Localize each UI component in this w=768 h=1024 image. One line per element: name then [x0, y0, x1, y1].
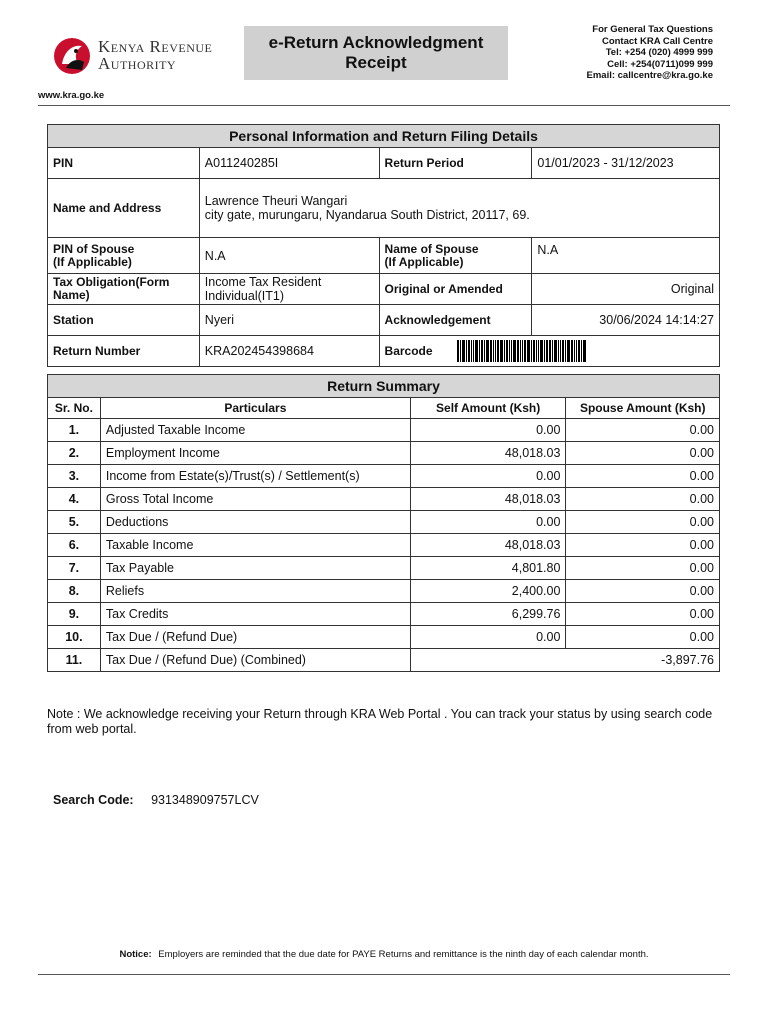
pin-label: PIN — [48, 148, 200, 179]
document-title: e-Return Acknowledgment Receipt — [244, 26, 508, 80]
row-spouse-amount: 0.00 — [566, 603, 720, 626]
table-row — [48, 557, 720, 580]
station-label: Station — [48, 305, 200, 336]
row-particular: Taxable Income — [100, 534, 410, 557]
spouse-name-label: Name of Spouse (If Applicable) — [379, 238, 532, 274]
original-label: Original or Amended — [379, 274, 532, 305]
row-no: 10. — [48, 626, 101, 649]
row-self-amount: 4,801.80 — [410, 557, 566, 580]
address-value: city gate, murungaru, Nyandarua South District, 20117, 69. — [204, 208, 530, 222]
row-particular: Reliefs — [100, 580, 410, 603]
return-number-value: KRA202454398684 — [199, 336, 379, 367]
row-spouse-amount: 0.00 — [566, 534, 720, 557]
table-row — [48, 511, 720, 534]
row-self-amount: 0.00 — [410, 626, 566, 649]
notice-text: Employers are reminded that the due date for PAYE Returns and remittance is the ninth day of each calendar month. — [158, 949, 649, 960]
row-no: 5. — [48, 511, 101, 534]
row-self-amount: 2,400.00 — [410, 580, 566, 603]
return-summary-table — [47, 374, 720, 672]
search-code-label: Search Code: — [53, 793, 134, 807]
row-no: 3. — [48, 465, 101, 488]
spouse-pin-value: N.A — [199, 238, 379, 274]
row-particular: Tax Payable — [100, 557, 410, 580]
obligation-value: Income Tax Resident Individual(IT1) — [199, 274, 379, 305]
ack-label: Acknowledgement — [379, 305, 532, 336]
table-row — [48, 419, 720, 442]
website-link[interactable]: www.kra.go.ke — [38, 90, 105, 101]
row-no: 2. — [48, 442, 101, 465]
row-particular: Income from Estate(s)/Trust(s) / Settlement(s) — [100, 465, 410, 488]
row-spouse-amount: 0.00 — [566, 465, 720, 488]
row-spouse-amount: 0.00 — [566, 626, 720, 649]
search-code-value: 931348909757LCV — [151, 793, 259, 807]
table-row — [48, 580, 720, 603]
header-divider — [38, 105, 730, 106]
row-particular: Tax Credits — [100, 603, 410, 626]
table-row — [48, 603, 720, 626]
spouse-pin-label: PIN of Spouse (If Applicable) — [48, 238, 200, 274]
notice-label: Notice: — [119, 949, 152, 960]
row-self-amount: 6,299.76 — [410, 603, 566, 626]
table-row — [48, 465, 720, 488]
row-no: 9. — [48, 603, 101, 626]
name-address-value — [199, 179, 719, 238]
section-heading: Personal Information and Return Filing Details — [48, 125, 720, 148]
row-spouse-amount: 0.00 — [566, 557, 720, 580]
row-self-amount: 0.00 — [410, 465, 566, 488]
name-value: Lawrence Theuri Wangari — [204, 194, 348, 208]
row-no: 1. — [48, 419, 101, 442]
name-label: Name and Address — [48, 179, 200, 238]
notice — [0, 949, 768, 960]
row-spouse-amount: 0.00 — [566, 419, 720, 442]
row-particular: Employment Income — [100, 442, 410, 465]
row-no: 8. — [48, 580, 101, 603]
acknowledgement-note: Note : We acknowledge receiving your Return through KRA Web Portal . You can track your status by using search code from web portal. — [47, 707, 713, 736]
lion-logo-icon — [52, 34, 92, 78]
search-code — [53, 793, 259, 807]
col-particulars: Particulars — [100, 398, 410, 419]
summary-heading: Return Summary — [48, 375, 720, 398]
obligation-label: Tax Obligation(Form Name) — [48, 274, 200, 305]
row-particular: Adjusted Taxable Income — [100, 419, 410, 442]
table-row — [48, 626, 720, 649]
row-no: 7. — [48, 557, 101, 580]
row-no: 6. — [48, 534, 101, 557]
row-self-amount: 0.00 — [410, 511, 566, 534]
return-number-label: Return Number — [48, 336, 200, 367]
barcode-cell — [379, 336, 719, 367]
row-self-amount: 48,018.03 — [410, 534, 566, 557]
row-no: 4. — [48, 488, 101, 511]
kra-logo — [52, 34, 232, 78]
combined-value: -3,897.76 — [410, 649, 719, 672]
combined-no: 11. — [48, 649, 101, 672]
row-spouse-amount: 0.00 — [566, 511, 720, 534]
ack-value: 30/06/2024 14:14:27 — [532, 305, 720, 336]
table-row — [48, 534, 720, 557]
barcode-label: Barcode — [384, 343, 433, 358]
row-particular: Tax Due / (Refund Due) — [100, 626, 410, 649]
row-particular: Gross Total Income — [100, 488, 410, 511]
org-name: Kenya Revenue Authority — [98, 37, 213, 73]
barcode-icon — [457, 340, 587, 362]
row-self-amount: 48,018.03 — [410, 442, 566, 465]
original-value: Original — [532, 274, 720, 305]
station-value: Nyeri — [199, 305, 379, 336]
row-self-amount: 0.00 — [410, 419, 566, 442]
row-self-amount: 48,018.03 — [410, 488, 566, 511]
table-row — [48, 442, 720, 465]
period-value: 01/01/2023 - 31/12/2023 — [532, 148, 720, 179]
contact-info: For General Tax Questions Contact KRA Call Centre Tel: +254 (020) 4999 999 Cell: +254(0711)099 999 Email: callcentre@kra.go.ke — [586, 24, 713, 81]
row-spouse-amount: 0.00 — [566, 488, 720, 511]
row-particular: Deductions — [100, 511, 410, 534]
spouse-name-value: N.A — [532, 238, 720, 274]
table-row — [48, 488, 720, 511]
col-sr-no: Sr. No. — [48, 398, 101, 419]
combined-particular: Tax Due / (Refund Due) (Combined) — [100, 649, 410, 672]
col-self-amount: Self Amount (Ksh) — [410, 398, 566, 419]
footer-divider — [38, 974, 730, 975]
period-label: Return Period — [379, 148, 532, 179]
row-spouse-amount: 0.00 — [566, 442, 720, 465]
col-spouse-amount: Spouse Amount (Ksh) — [566, 398, 720, 419]
personal-info-table — [47, 124, 720, 367]
row-spouse-amount: 0.00 — [566, 580, 720, 603]
pin-value: A011240285I — [199, 148, 379, 179]
